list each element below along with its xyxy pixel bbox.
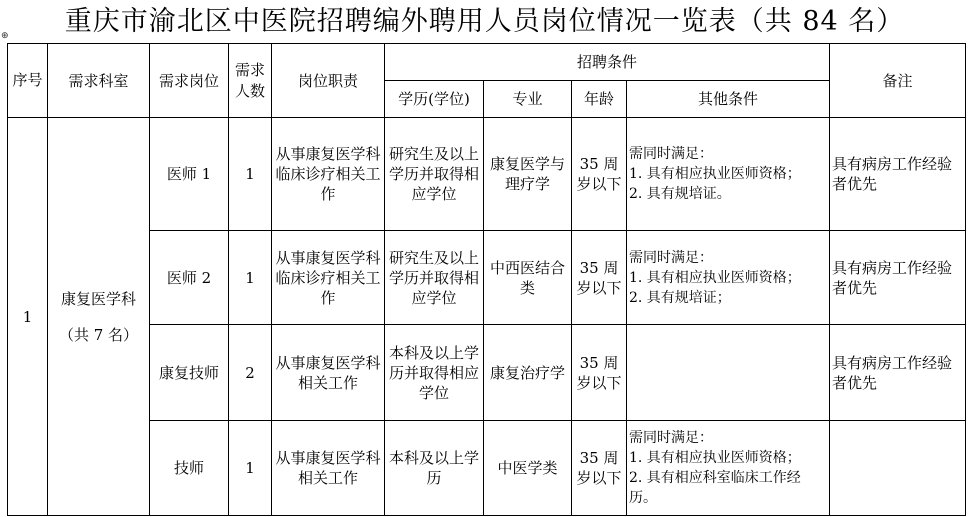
cell-age: 35 周岁以下 bbox=[572, 421, 627, 516]
cell-duty: 从事康复医学科临床诊疗相关工作 bbox=[272, 118, 385, 231]
cell-major: 康复医学与理疗学 bbox=[484, 118, 572, 231]
cell-duty: 从事康复医学科相关工作 bbox=[272, 325, 385, 421]
cell-post: 医师 2 bbox=[150, 231, 229, 325]
cell-post: 医师 1 bbox=[150, 118, 229, 231]
cell-age: 35 周岁以下 bbox=[572, 231, 627, 325]
header-seq: 序号 bbox=[8, 44, 48, 118]
cell-remark: 具有病房工作经验者优先 bbox=[830, 231, 966, 325]
cell-major: 康复治疗学 bbox=[484, 325, 572, 421]
cell-count: 1 bbox=[229, 231, 272, 325]
table-row bbox=[8, 118, 966, 231]
table-row bbox=[8, 325, 966, 421]
dept-total: （共 7 名） bbox=[58, 325, 139, 344]
header-edu: 学历(学位) bbox=[385, 81, 484, 118]
cell-remark: 具有病房工作经验者优先 bbox=[830, 325, 966, 421]
header-other: 其他条件 bbox=[627, 81, 830, 118]
table-row bbox=[8, 231, 966, 325]
header-row-1 bbox=[8, 44, 966, 81]
cell-edu: 研究生及以上学历并取得相应学位 bbox=[385, 118, 484, 231]
cell-other: 需同时满足： 1. 具有相应执业医师资格； 2. 具有规培证； bbox=[627, 231, 830, 325]
header-conditions: 招聘条件 bbox=[385, 44, 830, 81]
dept-name: 康复医学科 bbox=[60, 289, 136, 308]
cell-major: 中医学类 bbox=[484, 421, 572, 516]
header-major: 专业 bbox=[484, 81, 572, 118]
cell-age: 35 周岁以下 bbox=[572, 325, 627, 421]
header-age: 年龄 bbox=[572, 81, 627, 118]
cell-dept bbox=[48, 118, 150, 516]
header-post: 需求岗位 bbox=[150, 44, 229, 118]
header-count: 需求人数 bbox=[229, 44, 272, 118]
cell-count: 1 bbox=[229, 421, 272, 516]
cell-count: 1 bbox=[229, 118, 272, 231]
header-duty: 岗位职责 bbox=[272, 44, 385, 118]
cell-age: 35 周岁以下 bbox=[572, 118, 627, 231]
cell-count: 2 bbox=[229, 325, 272, 421]
cell-duty: 从事康复医学科相关工作 bbox=[272, 421, 385, 516]
cell-edu: 本科及以上学历并取得相应学位 bbox=[385, 325, 484, 421]
cell-other: 需同时满足： 1. 具有相应执业医师资格； 2. 具有相应科室临床工作经历。 bbox=[627, 421, 830, 516]
cell-edu: 研究生及以上学历并取得相应学位 bbox=[385, 231, 484, 325]
table-move-handle-icon[interactable]: ⊕ bbox=[1, 31, 9, 41]
cell-post: 康复技师 bbox=[150, 325, 229, 421]
header-remark: 备注 bbox=[830, 44, 966, 118]
cell-seq: 1 bbox=[8, 118, 48, 516]
cell-edu: 本科及以上学历 bbox=[385, 421, 484, 516]
cell-remark bbox=[830, 421, 966, 516]
cell-remark: 具有病房工作经验者优先 bbox=[830, 118, 966, 231]
cell-major: 中西医结合类 bbox=[484, 231, 572, 325]
cell-post: 技师 bbox=[150, 421, 229, 516]
cell-duty: 从事康复医学科临床诊疗相关工作 bbox=[272, 231, 385, 325]
cell-other bbox=[627, 325, 830, 421]
table-row bbox=[8, 421, 966, 516]
page-title: 重庆市渝北区中医院招聘编外聘用人员岗位情况一览表（共 84 名） bbox=[64, 6, 905, 37]
header-dept: 需求科室 bbox=[48, 44, 150, 118]
cell-other: 需同时满足： 1. 具有相应执业医师资格； 2. 具有规培证。 bbox=[627, 118, 830, 231]
recruitment-table bbox=[7, 43, 966, 516]
